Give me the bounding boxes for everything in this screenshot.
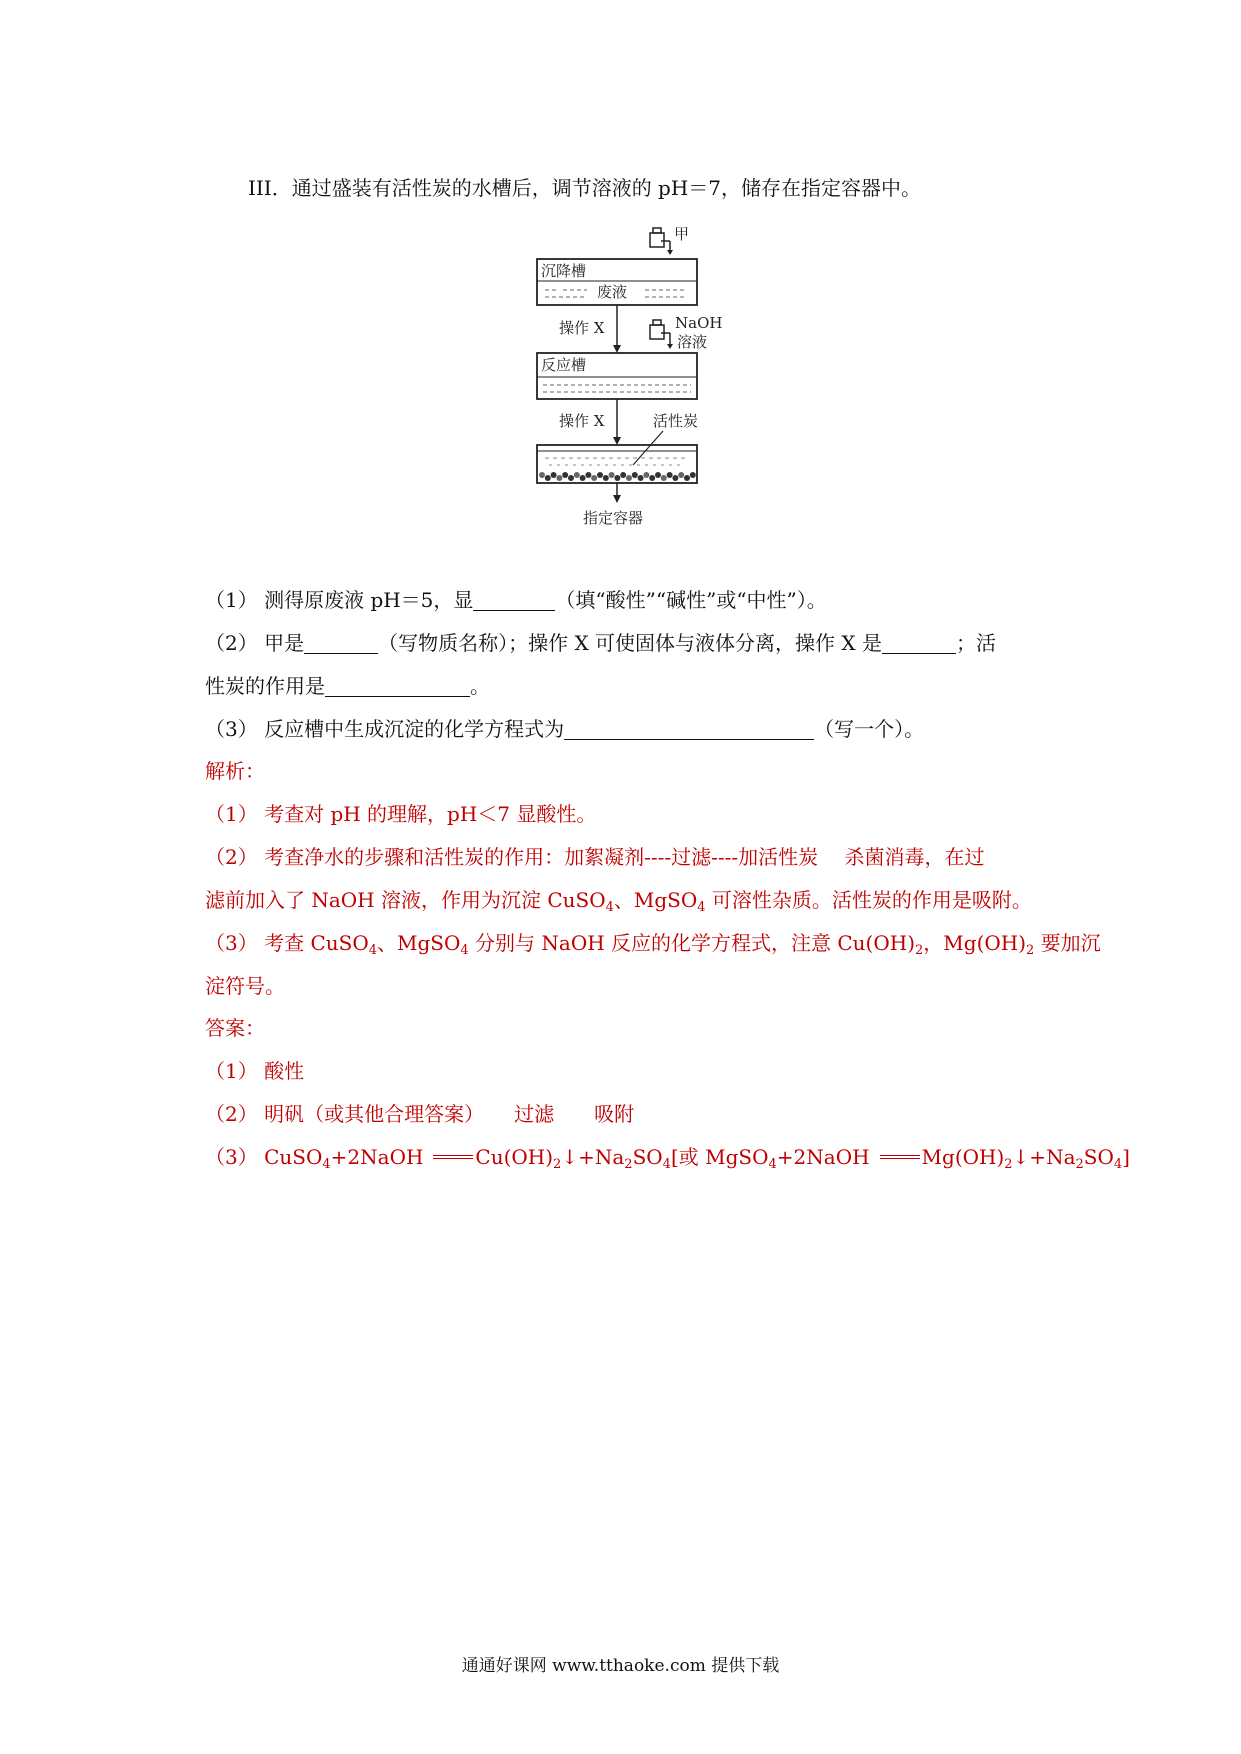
- q2-text-b: （写物质名称）；操作 X 可使固体与液体分离，操作 X 是: [378, 631, 882, 655]
- tank1-label: 沉降槽: [541, 262, 587, 280]
- q3-blank[interactable]: [564, 719, 814, 740]
- process-diagram: [535, 225, 725, 530]
- analysis-2-line1: （2） 考查净水的步骤和活性炭的作用：加絮凝剂----过滤----加活性炭 杀菌消毒，在过: [205, 845, 985, 869]
- analysis-3-line1: （3） 考查 CuSO$_4$、MgSO$_4$ 分别与 NaOH 反应的化学方程式，注意 $Cu(OH)_2$，$Mg(OH)_2$ 要加沉: [205, 931, 1101, 958]
- carbon-granule: [574, 472, 580, 478]
- carbon-granule: [580, 475, 586, 481]
- flow-arrow-3-head: [613, 495, 621, 503]
- equals-sign: [433, 1155, 473, 1159]
- carbon-pointer: [633, 431, 663, 465]
- analysis-1: （1） 考查对 pH 的理解，pH＜7 显酸性。: [205, 802, 597, 826]
- analysis-2-line2: 滤前加入了 NaOH 溶液，作用为沉淀 CuSO$_4$、MgSO$_4$ 可溶性杂质。活性炭的作用是吸附。: [205, 888, 1032, 915]
- tank3-liquid-dashes: [545, 458, 685, 465]
- carbon-label: 活性炭: [653, 412, 699, 430]
- carbon-granule: [638, 475, 644, 481]
- container-label: 指定容器: [583, 509, 644, 527]
- carbon-granule: [551, 472, 557, 478]
- tank2-label: 反应槽: [541, 356, 587, 374]
- naoh-label: NaOH: [675, 314, 723, 332]
- answer-heading: 答案：: [205, 1016, 265, 1040]
- carbon-granule: [632, 472, 638, 478]
- op1-label: 操作 X: [559, 319, 605, 337]
- carbon-granule: [643, 472, 649, 478]
- question-2-line2: [205, 672, 490, 700]
- answer-2: （2） 明矾（或其他合理答案） 过滤 吸附: [205, 1102, 635, 1126]
- analysis-heading: 解析：: [205, 759, 265, 783]
- flow-arrow-2-head: [613, 437, 621, 445]
- tank2-liquid-dashes: [543, 385, 691, 392]
- carbon-granule: [609, 472, 615, 478]
- q2-text-c: ；活: [956, 631, 996, 655]
- carbon-granule: [585, 472, 591, 478]
- question-3: [205, 715, 924, 743]
- carbon-granule: [649, 475, 655, 481]
- carbon-granule: [614, 475, 620, 481]
- reagent-bottle-icon: [650, 228, 673, 255]
- liquid1-label: 废液: [597, 283, 628, 301]
- carbon-granule: [667, 472, 673, 478]
- answer-3: （3） CuSO$_4$+2NaOH $Cu(OH)_2↓+Na_2SO_4$[或 MgSO$_4$+2NaOH $Mg(OH)_2↓+Na_2SO_4$]: [205, 1145, 1130, 1172]
- q2-text-d: 性炭的作用是: [205, 674, 325, 698]
- q2-blank-a[interactable]: [304, 633, 378, 654]
- q3-text: （3） 反应槽中生成沉淀的化学方程式为: [205, 717, 565, 741]
- naoh-bottle-icon: [650, 320, 673, 349]
- answer-1: （1） 酸性: [205, 1059, 305, 1083]
- carbon-granule: [539, 472, 545, 478]
- carbon-granule: [684, 475, 690, 481]
- carbon-granule: [690, 472, 696, 478]
- intro-text: III．通过盛装有活性炭的水槽后，调节溶液的 pH＝7，储存在指定容器中。: [248, 176, 922, 200]
- q1-blank[interactable]: [473, 590, 555, 611]
- carbon-granule: [545, 475, 551, 481]
- equals-sign-alt: [880, 1155, 920, 1159]
- carbon-granule: [620, 472, 626, 478]
- activated-carbon-bed: [539, 472, 696, 481]
- carbon-granule: [626, 475, 632, 481]
- question-2-line1: [205, 629, 996, 657]
- question-1: [205, 586, 827, 614]
- carbon-granule: [661, 475, 667, 481]
- carbon-granule: [678, 472, 684, 478]
- carbon-granule: [655, 472, 661, 478]
- q1-text: （1） 测得原废液 pH＝5，显: [205, 588, 474, 612]
- q1-hint: （填“酸性”“碱性”或“中性”）。: [555, 588, 827, 612]
- carbon-granule: [562, 472, 568, 478]
- q3-hint: （写一个）。: [814, 717, 925, 741]
- carbon-granule: [568, 475, 574, 481]
- naoh-solution-label: 溶液: [677, 333, 708, 351]
- q2-text-a: （2） 甲是: [205, 631, 305, 655]
- q2-text-e: 。: [470, 674, 490, 698]
- q2-blank-c[interactable]: [325, 676, 470, 697]
- carbon-granule: [603, 475, 609, 481]
- carbon-granule: [597, 472, 603, 478]
- carbon-granule: [591, 475, 597, 481]
- flow-arrow-1-head: [613, 345, 621, 353]
- q2-blank-b[interactable]: [882, 633, 956, 654]
- carbon-granule: [672, 475, 678, 481]
- reagent-a-label: 甲: [674, 225, 690, 243]
- analysis-3-line2: 淀符号。: [205, 974, 285, 998]
- op2-label: 操作 X: [559, 412, 605, 430]
- page-footer: 通通好课网 www.tthaoke.com 提供下载: [461, 1656, 780, 1676]
- carbon-granule: [556, 475, 562, 481]
